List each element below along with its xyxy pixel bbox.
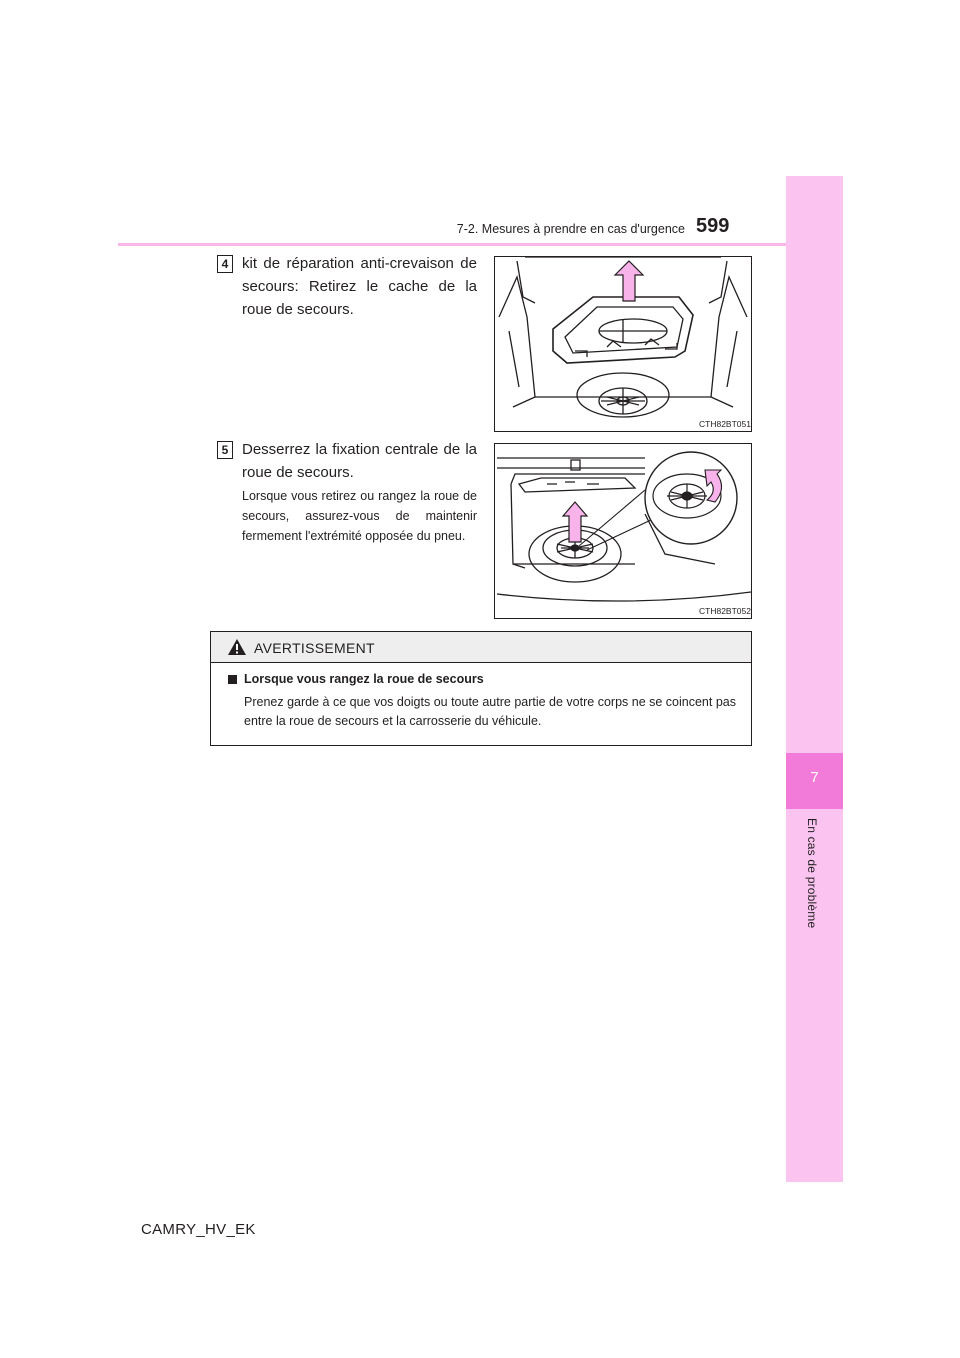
section-title: 7-2. Mesures à prendre en cas d'urgence — [456, 222, 685, 236]
figure-spare-wheel-fixing — [494, 443, 752, 619]
spare-wheel-illustration — [495, 444, 751, 618]
chapter-number: 7 — [810, 769, 819, 786]
warning-triangle-icon — [227, 638, 247, 656]
figure-trunk-cover — [494, 256, 752, 432]
step-5-note: Lorsque vous retirez ou rangez la roue de secours, assurez-vous de maintenir fermement l'extrémité opposée du pneu. — [242, 489, 477, 543]
footer-model-code: CAMRY_HV_EK — [141, 1221, 256, 1238]
step-4-text: kit de réparation anti-crevaison de secours: Retirez le cache de la roue de secours. — [242, 255, 477, 318]
step-number-5: 5 — [217, 441, 233, 459]
warning-title: AVERTISSEMENT — [254, 640, 375, 656]
header-divider — [118, 243, 786, 246]
warning-box — [210, 631, 752, 746]
page-number: 599 — [696, 215, 730, 237]
trunk-cover-illustration — [495, 257, 751, 431]
warning-header — [211, 632, 751, 663]
step-number-4: 4 — [217, 255, 233, 273]
step-5-text: Desserrez la fixation centrale de la roue de secours. — [242, 441, 477, 481]
warning-bullet — [228, 675, 237, 684]
figure-code-051: CTH82BT051 — [699, 419, 751, 429]
chapter-label: En cas de problème — [805, 818, 819, 929]
lift-arrow-icon — [563, 502, 587, 542]
lift-arrow-icon — [615, 261, 643, 301]
warning-subheading: Lorsque vous rangez la roue de secours — [244, 672, 484, 686]
figure-code-052: CTH82BT052 — [699, 606, 751, 616]
chapter-side-tab — [786, 176, 843, 1182]
warning-body: Prenez garde à ce que vos doigts ou toute autre partie de votre corps ne se coincent pas entre la roue de secours et la carrosserie du véhicule. — [244, 695, 736, 728]
